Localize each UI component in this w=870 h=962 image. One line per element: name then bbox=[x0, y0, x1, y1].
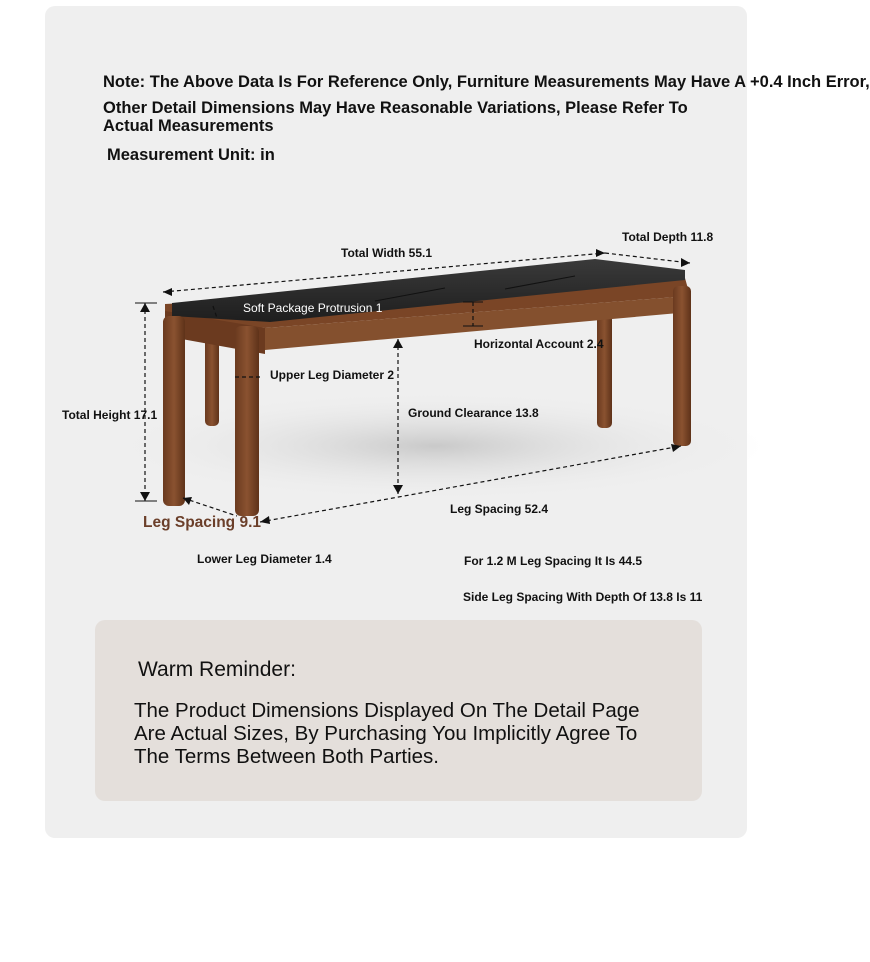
front-leg-mid bbox=[235, 326, 259, 516]
arrow-clearance-top bbox=[393, 339, 403, 348]
arrow-height-bottom bbox=[140, 492, 150, 501]
label-horizontal-account: Horizontal Account 2.4 bbox=[474, 337, 604, 351]
front-leg-left bbox=[163, 316, 185, 506]
label-leg-spacing-side: Leg Spacing 9.1 bbox=[143, 514, 262, 531]
label-ground-clearance: Ground Clearance 13.8 bbox=[408, 406, 539, 420]
label-soft-package: Soft Package Protrusion 1 bbox=[243, 301, 383, 315]
dim-total-depth bbox=[605, 253, 690, 263]
label-note-12m: For 1.2 M Leg Spacing It Is 44.5 bbox=[464, 554, 643, 568]
product-card bbox=[45, 6, 870, 838]
label-upper-leg: Upper Leg Diameter 2 bbox=[270, 368, 395, 382]
warm-reminder-box bbox=[95, 620, 702, 801]
label-total-depth: Total Depth 11.8 bbox=[622, 230, 714, 244]
back-leg-right bbox=[597, 306, 612, 428]
label-leg-spacing-long: Leg Spacing 52.4 bbox=[450, 502, 549, 516]
note-line-3: Actual Measurements bbox=[103, 117, 274, 135]
bench-diagram bbox=[45, 6, 870, 626]
arrow-width-right bbox=[596, 249, 605, 257]
note-line-2: Other Detail Dimensions May Have Reasonable Variations, Please Refer To bbox=[103, 99, 688, 117]
arrow-width-left bbox=[163, 288, 172, 296]
front-leg-right bbox=[673, 286, 691, 446]
arrow-depth-right bbox=[681, 258, 690, 267]
note-line-1: Note: The Above Data Is For Reference Only, Furniture Measurements May Have A +0.4 Inch Error, bbox=[103, 73, 870, 91]
reminder-title: Warm Reminder: bbox=[138, 658, 296, 681]
arrow-spacing-left bbox=[260, 516, 270, 524]
label-total-height: Total Height 17.1 bbox=[62, 408, 158, 422]
measurement-unit: Measurement Unit: in bbox=[107, 146, 275, 164]
label-total-width: Total Width 55.1 bbox=[341, 246, 433, 260]
arrow-height-top bbox=[140, 303, 150, 312]
label-lower-leg: Lower Leg Diameter 1.4 bbox=[197, 552, 332, 566]
reminder-body: The Product Dimensions Displayed On The Detail Page Are Actual Sizes, By Purchasing You Implicitly Agree To The Terms Between Both Parties. bbox=[134, 699, 640, 768]
label-note-side: Side Leg Spacing With Depth Of 13.8 Is 11 bbox=[463, 590, 703, 604]
